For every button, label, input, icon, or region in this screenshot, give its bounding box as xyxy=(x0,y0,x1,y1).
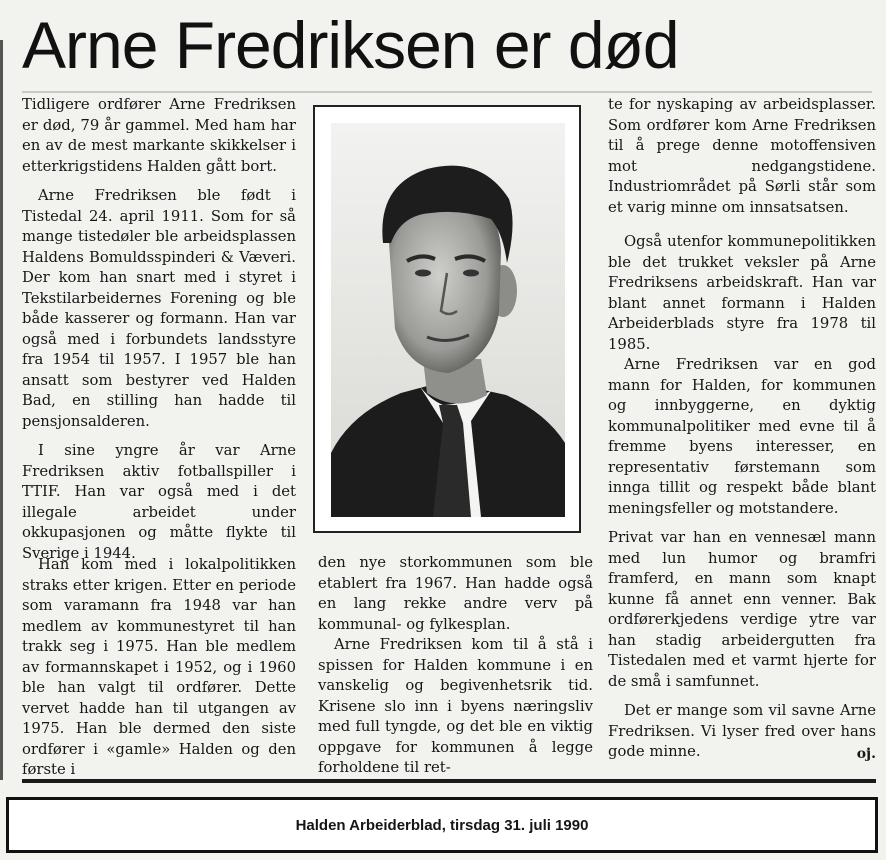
article-bottom-rule xyxy=(22,779,876,783)
paragraph: Arne Fredriksen var en god mann for Halden, for kommunen og innbyggerne, en dyktig kommunalpolitiker med evne til å fremme byens interesser, en representativ førstemann som innga tillit og respekt både blant meningsfeller og motstandere. xyxy=(608,356,876,517)
article-column-4 xyxy=(608,95,876,760)
paragraph: den nye storkommunen som ble etablert fra 1967. Han hadde også en lang rekke andre verv på kommunal- og fylkesplan. xyxy=(318,554,593,633)
article-column-2 xyxy=(22,555,296,778)
caption-text: Halden Arbeiderblad, tirsdag 31. juli 1990 xyxy=(295,816,589,834)
paragraph: te for nyskaping av arbeidsplasser. Som ordfører kom Arne Fredriksen til å prege denne motoffensiven mot nedgangstidene. Industriområdet på Sørli står som et varig minne om innsatsatsen. xyxy=(608,96,876,216)
paragraph: I sine yngre år var Arne Fredriksen aktiv fotballspiller i TTIF. Han var også med i det illegale arbeidet under okkupasjonen og måtte flykte til Sverige i 1944. xyxy=(22,442,296,562)
paragraph: Privat var han en vennesæl mann med lun humor og bramfri framferd, en mann som knapt kunne få annet enn venner. Bak ordførerkjedens verdige ytre var han stadig arbeidergutten fra Tistedalen med et varmt hjerte for de små i samfunnet. xyxy=(608,529,876,690)
article-column-3 xyxy=(318,553,593,776)
paragraph: Han kom med i lokalpolitikken straks etter krigen. Etter en periode som varamann fra 1948 var han medlem av kommunestyret til han trakk seg i 1975. Han ble medlem av formannskapet i 1952, og i 1960 ble han valgt til ordfører. Dette vervet hadde han til utgangen av 1975. Han ble dermed den siste ordfører i «gamle» Halden og den første i xyxy=(22,556,296,778)
portrait-photo-frame xyxy=(313,105,581,533)
paragraph: Arne Fredriksen ble født i Tistedal 24. april 1911. Som for så mange tistedøler ble arbeidsplassen Haldens Bomuldsspinderi & Væveri. Der kom han snart med i styret i Tekstilarbeidernes Forening og ble både kasserer og formann. Han var også med i forbundets landsstyre fra 1954 til 1957. I 1957 ble han ansatt som bestyrer ved Halden Bad, en stilling han hadde til pensjonsalderen. xyxy=(22,187,296,430)
paragraph: Tidligere ordfører Arne Fredriksen er død, 79 år gammel. Med ham har en av de mest markante skikkelser i etterkrigstidens Halden gått bort. xyxy=(22,96,296,175)
headline-rule xyxy=(22,91,872,93)
portrait-photo xyxy=(331,123,565,517)
source-caption xyxy=(6,797,878,853)
article-headline: Arne Fredriksen er død xyxy=(22,8,679,82)
paragraph: Også utenfor kommunepolitikken ble det trukket veksler på Arne Fredriksens arbeidskraft. Han var blant annet formann i Halden Arbeiderblads styre fra 1978 til 1985. xyxy=(608,233,876,353)
article-column-1 xyxy=(22,95,296,562)
paragraph: Det er mange som vil savne Arne Fredriksen. Vi lyser fred over hans gode minne. xyxy=(608,702,876,760)
author-signature: oj. xyxy=(856,746,876,762)
paragraph: Arne Fredriksen kom til å stå i spissen for Halden kommune i en vanskelig og begivenhetsrik tid. Krisene slo inn i byens næringsliv med full tyngde, og det ble en viktig oppgave for kommunen å legge forholdene til ret- xyxy=(318,636,593,776)
page-edge-rule xyxy=(0,40,3,780)
portrait-illustration xyxy=(331,123,565,517)
